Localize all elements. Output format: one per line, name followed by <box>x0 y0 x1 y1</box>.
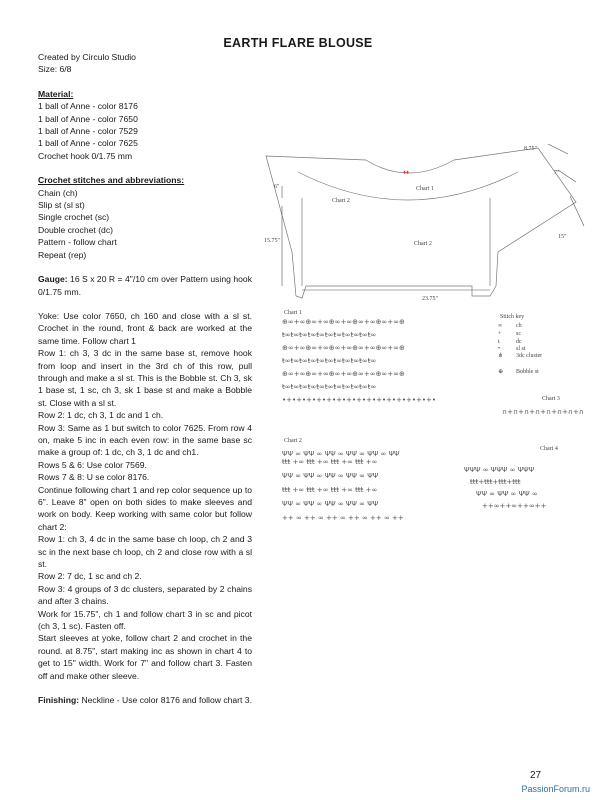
schematic-and-charts <box>258 136 588 466</box>
stitch-key-title: Stitch key <box>500 314 525 320</box>
chart4-symbol-row: ++∞++∞++∞++ <box>482 502 547 510</box>
chart2-symbol-row: ŧŧŧ +∞ ŧŧŧ +∞ ŧŧŧ +∞ ŧŧŧ +∞ <box>282 458 378 466</box>
instruction-row: Row 1: ch 3, 4 dc in the same base ch loop, ch 2 and 3 sc in the next base ch loop, ch 2 and close row with a sl st. <box>38 534 252 570</box>
material-heading: Material: <box>38 88 74 99</box>
chart4-label: Chart 4 <box>540 446 558 452</box>
size-line: Size: 6/8 <box>38 64 72 75</box>
dim-sleeve-end-label: 15" <box>558 234 567 240</box>
garment-schematic <box>264 144 584 302</box>
material-item: 1 ball of Anne - color 7650 <box>38 113 138 124</box>
chart3-picot-row: ∩+∩+∩+∩+∩+∩+∩+∩ <box>502 408 585 416</box>
stitch-item: Pattern - follow chart <box>38 237 117 248</box>
chart1-symbol-row: ⊕∞+∞⊕∞+∞⊕∞+∞⊕∞+∞⊕∞+∞⊕ <box>282 318 405 326</box>
material-item: 1 ball of Anne - color 7529 <box>38 126 138 137</box>
chart1-region-label: Chart 1 <box>416 186 434 192</box>
chart2-symbol-row: ΨΨ ∞ ΨΨ ∞ ΨΨ ∞ ΨΨ ∞ ΨΨ <box>282 500 379 508</box>
stitch-item: Double crochet (dc) <box>38 224 113 235</box>
chart4-symbol-row: ΨΨ ∞ ΨΨ ∞ ΨΨ ∞ <box>476 490 538 498</box>
finishing-label: Finishing: <box>38 695 80 706</box>
instruction-body: Continue following chart 1 and rep color sequence up to 6". Leave 8" open on both sides to make sleeves and work on body. Keep working with same color but follow chart 2: <box>38 484 252 532</box>
instruction-row: Row 3: Same as 1 but switch to color 7625. From row 4 on, make 5 inc in each even row: in the same base sc make a group of: 1 dc, ch 3, 1 dc and ch1. <box>38 422 252 458</box>
chart2-sleeve-label: Chart 2 <box>332 198 350 204</box>
material-item: 1 ball of Anne - color 7625 <box>38 138 138 149</box>
stitch-item: Slip st (sl st) <box>38 200 85 211</box>
chart3-row <box>502 408 584 416</box>
chart1-symbol-row: ⊕∞+∞⊕∞+∞⊕∞+∞⊕∞+∞⊕∞+∞⊕ <box>282 344 405 352</box>
instruction-row: Rows 5 & 6: Use color 7569. <box>38 459 147 470</box>
dim-width-label: 23.75" <box>422 296 438 302</box>
stitches-heading: Crochet stitches and abbreviations: <box>38 175 185 186</box>
chart1-rows <box>282 318 436 404</box>
ch-symbol-icon: ∞ <box>498 323 503 329</box>
chart4-symbol-row: ŧŧŧ+ŧŧŧ+ŧŧŧ+ŧŧŧ <box>470 478 521 486</box>
instruction-work: Work for 15.75", ch 1 and follow chart 3 in sc and picot (ch 3, 1 sc). Fasten off. <box>38 608 252 632</box>
stitch-item: Single crochet (sc) <box>38 212 110 223</box>
dim-sleeve-top-label: 8.75" <box>524 146 537 152</box>
body-outline <box>302 198 490 286</box>
chart2-symbol-row: ++ ∞ ++ ∞ ++ ∞ ++ ∞ ++ ∞ ++ <box>282 514 404 522</box>
chart2-symbol-rows <box>282 458 404 522</box>
stitch-item: Chain (ch) <box>38 187 78 198</box>
yoke-lower-curve <box>298 172 518 200</box>
dim-yoke-label: 6" <box>274 184 280 190</box>
bobble-symbol-icon: ⊕ <box>498 369 504 375</box>
chart2-symbol-row: ŧŧŧ +∞ ŧŧŧ +∞ ŧŧŧ +∞ ŧŧŧ +∞ <box>282 486 378 494</box>
chart1-symbol-row: ŧ∞ŧ∞ŧ∞ŧ∞ŧ∞ŧ∞ŧ∞ŧ∞ŧ∞ŧ∞ŧ∞ <box>282 357 377 365</box>
credit-line: Created by Circulo Studio <box>38 52 136 62</box>
key-cluster: 3dc cluster <box>516 353 543 359</box>
chart4-symbol-row: ΨΨΨ ∞ ΨΨΨ ∞ ΨΨΨ <box>464 466 535 474</box>
instruction-row: Row 2: 1 dc, ch 3, 1 dc and 1 ch. <box>38 410 164 421</box>
chart2-body-label: Chart 2 <box>414 241 432 247</box>
instruction-row: Rows 7 & 8: U se color 8176. <box>38 472 150 483</box>
instruction-sleeves: Start sleeves at yoke, follow chart 2 and crochet in the round. at 8.75", start making inc as shown in chart 4 to get to 15" width. Work for 7" and follow chart 3. Fasten off and make other sleeve. <box>38 633 252 681</box>
stitch-item: Repeat (rep) <box>38 249 87 260</box>
sc-symbol-icon: + <box>498 331 502 337</box>
yoke-outline <box>266 148 576 298</box>
key-ch: ch <box>516 323 522 329</box>
neckline-marker-icon: ♦♦ <box>402 170 410 176</box>
key-bobble: Bobble st <box>516 369 539 375</box>
source-watermark: PassionForum.ru <box>521 784 590 794</box>
instruction-row: Row 2: 7 dc, 1 sc and ch 2. <box>38 571 142 582</box>
instruction-row: Row 3: 4 groups of 3 dc clusters, separated by 2 chains and after 3 chains. <box>38 583 252 607</box>
finishing-paragraph <box>38 694 252 706</box>
pattern-text-column <box>38 51 252 707</box>
key-dc: dc <box>516 339 522 345</box>
finishing-text: Neckline - Use color 8176 and follow chart 3. <box>79 695 252 706</box>
chart4-fan-rows <box>464 466 547 510</box>
key-slst: sl st <box>516 346 526 352</box>
cluster-symbol-icon: ⋔ <box>498 353 504 359</box>
slst-symbol-icon: • <box>498 346 501 352</box>
gauge-paragraph <box>38 273 252 298</box>
chart2-symbol-row: ΨΨ ∞ ΨΨ ∞ ΨΨ ∞ ΨΨ ∞ ΨΨ <box>282 472 379 480</box>
chart1-symbol-row: ŧ∞ŧ∞ŧ∞ŧ∞ŧ∞ŧ∞ŧ∞ŧ∞ŧ∞ŧ∞ŧ∞ <box>282 331 377 339</box>
gauge-label: Gauge: <box>38 274 68 285</box>
chart1-symbol-row: ŧ∞ŧ∞ŧ∞ŧ∞ŧ∞ŧ∞ŧ∞ŧ∞ŧ∞ŧ∞ŧ∞ <box>282 383 377 391</box>
chart-3 <box>502 396 584 416</box>
chart3-label: Chart 3 <box>542 396 560 402</box>
chart-1 <box>282 310 436 404</box>
gauge-text: 16 S x 20 R = 4"/10 cm over Pattern using hook 0/1.75 mm. <box>38 274 252 297</box>
dim-sleeve-length-label: 7" <box>554 170 560 176</box>
chart2-cluster-row: ΨΨ ∞ ΨΨ ∞ ΨΨ ∞ ΨΨ ∞ ΨΨ ∞ ΨΨ <box>282 450 400 458</box>
page-number: 27 <box>530 770 542 781</box>
instruction-row: Row 1: ch 3, 3 dc in the same base st, remove hook from loop and insert in the 3rd ch of this row, pull through and make a sl st. This is the Bobble st. Ch 3, sk 1 base st, 1 sc, ch 3, sk 1 base st and make a Bobble st. Close with a sl st. <box>38 348 252 408</box>
stitch-key <box>498 314 542 375</box>
chart1-label: Chart 1 <box>284 310 302 316</box>
material-item: Crochet hook 0/1.75 mm <box>38 150 133 161</box>
sleeve-dim-line <box>548 144 584 226</box>
key-sc: sc <box>516 331 521 337</box>
chart-2-4-symbols <box>258 450 588 540</box>
chart1-symbol-row: ⊕∞+∞⊕∞+∞⊕∞+∞⊕∞+∞⊕∞+∞⊕ <box>282 370 405 378</box>
chart2-label: Chart 2 <box>284 438 302 444</box>
instruction-yoke: Yoke: Use color 7650, ch 160 and close with a sl st. Crochet in the round, front & back are worked at the same time. Follow chart 1 <box>38 310 252 346</box>
dc-symbol-icon: ŧ <box>498 339 500 345</box>
dim-body-label: 15.75" <box>264 238 280 244</box>
chart1-base-row: •+•+•+•+•+•+•+•+•+•+•+•+•+•+•+• <box>282 396 437 404</box>
material-item: 1 ball of Anne - color 8176 <box>38 101 138 112</box>
page-title: EARTH FLARE BLOUSE <box>223 36 373 50</box>
